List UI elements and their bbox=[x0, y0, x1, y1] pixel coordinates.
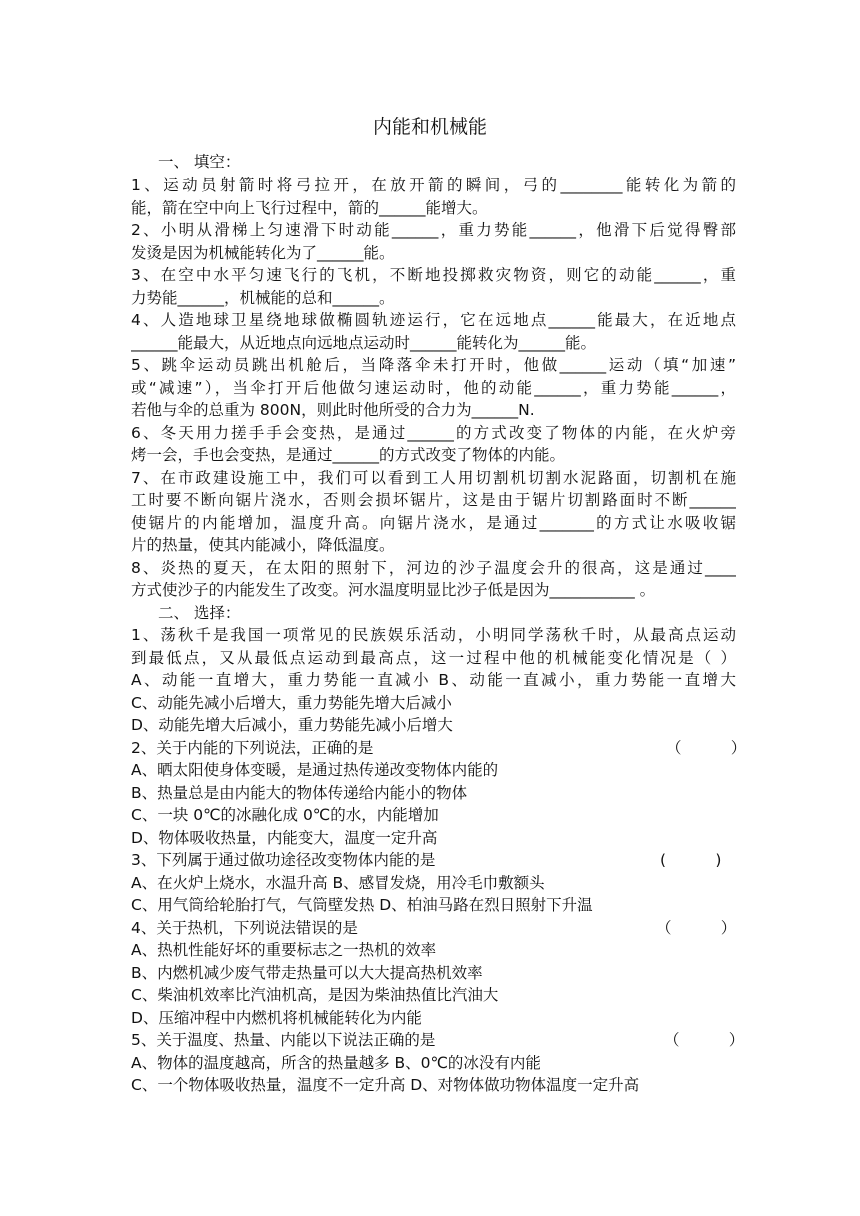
question-line: 7、在市政建设施工中，我们可以看到工人用切割机切割水泥路面，切割机在施 bbox=[131, 469, 736, 487]
question-line: 4、人造地球卫星绕地球做椭圆轨迹运行，它在远地点______能最大，在近地点 bbox=[131, 311, 736, 329]
question-line: 方式使沙子的内能发生了改变。河水温度明显比沙子低是因为___________ 。 bbox=[131, 581, 656, 599]
question-line: 工时要不断向锯片浇水，否则会损坏锯片，这是由于锯片切割路面时不断______ bbox=[131, 491, 736, 509]
section-heading-fill-in: 一、 填空： bbox=[158, 153, 241, 171]
question-line: 使锯片的内能增加，温度升高。向锯片浇水，是通过_______的方式让水吸收锯 bbox=[131, 514, 736, 532]
question-line: 力势能______，机械能的总和______。 bbox=[131, 289, 395, 307]
question-line: 2、小明从滑梯上匀速滑下时动能______，重力势能______，他滑下后觉得臀部 bbox=[131, 221, 736, 239]
question-line: 1、运动员射箭时将弓拉开，在放开箭的瞬间，弓的________能转化为箭的 bbox=[131, 176, 736, 194]
question-line: 3、下列属于通过做功途径改变物体内能的是 bbox=[131, 851, 436, 869]
question-line: 能，箭在空中向上飞行过程中，箭的______能增大。 bbox=[131, 199, 488, 217]
option-line: C、用气筒给轮胎打气，气筒壁发热 D、柏油马路在烈日照射下升温 bbox=[131, 896, 593, 914]
question-line: 3、在空中水平匀速飞行的飞机，不断地投掷救灾物资，则它的动能______，重 bbox=[131, 266, 736, 284]
section-heading-choice: 二、 选择： bbox=[158, 604, 241, 622]
option-line: C、一个物体吸收热量，温度不一定升高 D、对物体做功物体温度一定升高 bbox=[131, 1076, 640, 1094]
question-line: 到最低点，又从最低点运动到最高点，这一过程中他的机械能变化情况是（ ） bbox=[131, 649, 736, 667]
question-line: ______能最大，从近地点向远地点运动时______能转化为______能。 bbox=[131, 334, 597, 352]
question-line: 或“减速”），当伞打开后他做匀速运动时，他的动能______，重力势能______， bbox=[131, 379, 736, 397]
option-line: D、动能先增大后减小，重力势能先减小后增大 bbox=[131, 716, 453, 734]
option-line: D、物体吸收热量，内能变大，温度一定升高 bbox=[131, 829, 438, 847]
question-line: 4、关于热机，下列说法错误的是 bbox=[131, 919, 358, 937]
answer-bracket: （ ） bbox=[656, 919, 737, 937]
option-line: B、热量总是由内能大的物体传递给内能小的物体 bbox=[131, 784, 468, 802]
question-line: 1、荡秋千是我国一项常见的民族娱乐活动，小明同学荡秋千时，从最高点运动 bbox=[131, 626, 736, 644]
option-line: A、晒太阳使身体变暖，是通过热传递改变物体内能的 bbox=[131, 761, 499, 779]
answer-bracket: （ ） bbox=[666, 739, 747, 757]
question-line: 烤一会，手也会变热，是通过______的方式改变了物体的内能。 bbox=[131, 446, 566, 464]
option-line: C、柴油机效率比汽油机高，是因为柴油热值比汽油大 bbox=[131, 986, 499, 1004]
question-line: 5、关于温度、热量、内能以下说法正确的是 bbox=[131, 1031, 436, 1049]
option-line: D、压缩冲程中内燃机将机械能转化为内能 bbox=[131, 1009, 422, 1027]
answer-bracket: ( ) bbox=[660, 851, 722, 869]
question-line: 2、关于内能的下列说法，正确的是 bbox=[131, 739, 374, 757]
question-line: 5、跳伞运动员跳出机舱后，当降落伞未打开时，他做______运动（填“加速” bbox=[131, 356, 736, 374]
question-line: 6、冬天用力搓手手会变热，是通过______的方式改变了物体的内能，在火炉旁 bbox=[131, 424, 736, 442]
option-line: C、一块 0℃的冰融化成 0℃的水，内能增加 bbox=[131, 806, 439, 824]
option-line: A、动能一直增大，重力势能一直减小 B、动能一直减小，重力势能一直增大 bbox=[131, 671, 736, 689]
option-line: C、动能先减小后增大，重力势能先增大后减小 bbox=[131, 694, 452, 712]
question-line: 8、炎热的夏天，在太阳的照射下，河边的沙子温度会升的很高，这是通过____ bbox=[131, 559, 736, 577]
question-line: 发烫是因为机械能转化为了______能。 bbox=[131, 244, 395, 262]
question-line: 若他与伞的总重为 800N，则此时他所受的合力为______N. bbox=[131, 401, 535, 419]
option-line: A、热机性能好坏的重要标志之一热机的效率 bbox=[131, 941, 437, 959]
page-title: 内能和机械能 bbox=[372, 116, 487, 138]
option-line: A、物体的温度越高，所含的热量越多 B、0℃的冰没有内能 bbox=[131, 1054, 541, 1072]
answer-bracket: （ ） bbox=[664, 1031, 745, 1049]
question-line: 片的热量，使其内能减小，降低温度。 bbox=[131, 536, 395, 554]
option-line: B、内燃机减少废气带走热量可以大大提高热机效率 bbox=[131, 964, 483, 982]
option-line: A、在火炉上烧水，水温升高 B、感冒发烧，用冷毛巾敷额头 bbox=[131, 874, 545, 892]
